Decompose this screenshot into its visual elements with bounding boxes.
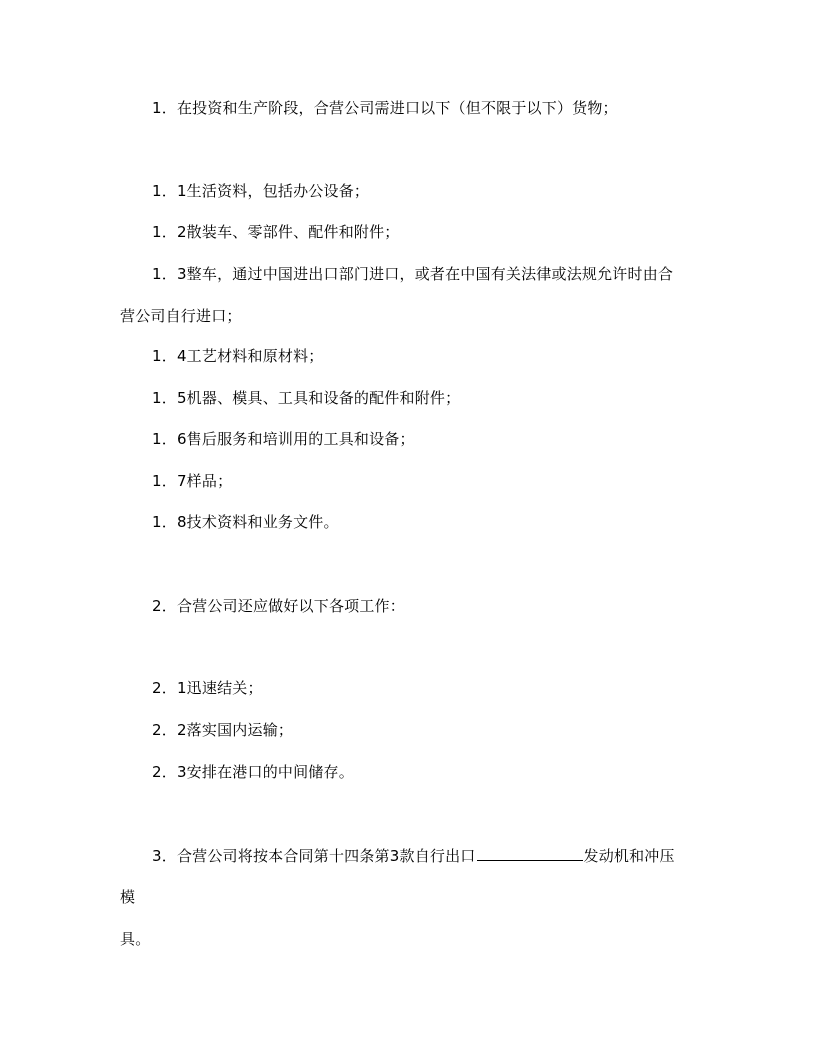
paragraph-1-6: 1．6售后服务和培训用的工具和设备； xyxy=(152,430,415,448)
paragraph-2-2: 2．2落实国内运输； xyxy=(152,721,294,739)
paragraph-3-continuation-2: 具。 xyxy=(120,930,151,948)
paragraph-2-3: 2．3安排在港口的中间储存。 xyxy=(152,763,354,781)
paragraph-1-4: 1．4工艺材料和原材料； xyxy=(152,347,324,365)
paragraph-2: 2．合营公司还应做好以下各项工作： xyxy=(152,597,405,615)
paragraph-1-2: 1．2散装车、零部件、配件和附件； xyxy=(152,223,400,241)
paragraph-2-1: 2．1迅速结关； xyxy=(152,679,263,697)
fill-in-blank[interactable] xyxy=(477,845,583,861)
paragraph-3-text-before: 3．合营公司将按本合同第十四条第3款自行出口 xyxy=(152,847,476,865)
paragraph-1-3: 1．3整车，通过中国进出口部门进口，或者在中国有关法律或法规允许时由合 xyxy=(152,265,674,283)
paragraph-1: 1．在投资和生产阶段，合营公司需进口以下（但不限于以下）货物； xyxy=(152,99,618,117)
paragraph-1-7: 1．7样品； xyxy=(152,472,233,490)
paragraph-1-1: 1．1生活资料，包括办公设备； xyxy=(152,182,370,200)
paragraph-1-8: 1．8技术资料和业务文件。 xyxy=(152,513,339,531)
paragraph-1-5: 1．5机器、模具、工具和设备的配件和附件； xyxy=(152,389,461,407)
paragraph-3-continuation-1: 模 xyxy=(120,888,136,906)
paragraph-3 xyxy=(152,845,675,866)
paragraph-1-3-continuation: 营公司自行进口； xyxy=(120,307,242,325)
paragraph-3-text-after: 发动机和冲压 xyxy=(583,847,675,865)
